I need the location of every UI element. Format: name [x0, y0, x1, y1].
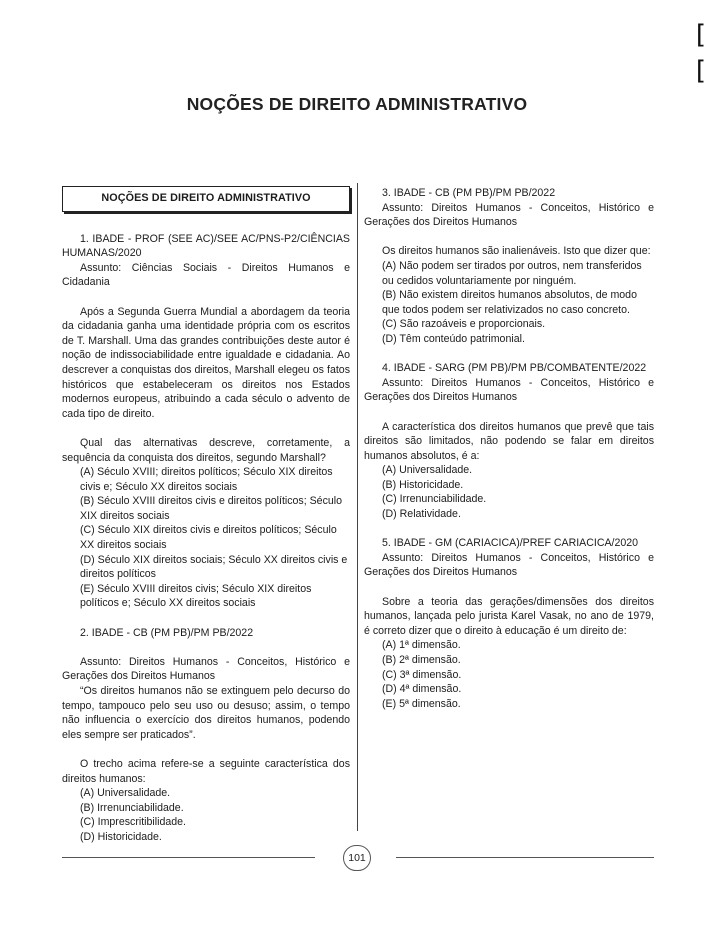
- question-5-option-d: (D) 4ª dimensão.: [382, 683, 462, 696]
- question-3-option-d: (D) Têm conteúdo patrimonial.: [382, 332, 525, 345]
- question-1-option-d: (D) Século XIX direitos sociais; Século XX direitos civis e direitos políticos: [80, 553, 348, 581]
- footer-rule-left: [62, 857, 315, 858]
- question-3-option-b: (B) Não existem direitos humanos absolutos, de modo que todos podem ser relativizados no caso concreto.: [382, 289, 637, 316]
- left-column: [62, 186, 350, 845]
- question-4-option-a: (A) Universalidade.: [382, 464, 473, 477]
- question-3: [364, 186, 654, 347]
- question-4-subject: Assunto: Direitos Humanos - Conceitos, Histórico e Gerações dos Direitos Humanos: [364, 376, 654, 404]
- column-divider: [357, 183, 358, 831]
- question-1-subject: Assunto: Ciências Sociais - Direitos Humanos e Cidadania: [62, 261, 350, 289]
- question-2: [62, 626, 350, 845]
- question-1-text: Após a Segunda Guerra Mundial a abordagem da teoria da cidadania ganha uma identidade própria com os escritos de T. Marshall. Uma das grandes contribuições deste autor é noção de indissociabilidade entre igualdade e cidadania. Ao descrever a conquistas dos direitos, Marshall elegeu os fatos históricos que estabeleceram os direitos nos Estados modernos europeus, atribuindo a cada século o advento de cada tipo de direito.: [62, 305, 350, 420]
- question-4-option-d: (D) Relatividade.: [382, 508, 461, 521]
- page-number: 101: [343, 845, 371, 871]
- question-1-option-e: (E) Século XVIII direitos civis; Século XIX direitos políticos e; Século XX direitos sociais: [80, 582, 312, 610]
- question-2-option-d: (D) Historicidade.: [80, 830, 162, 843]
- footer-rule-right: [396, 857, 654, 858]
- question-3-subject: Assunto: Direitos Humanos - Conceitos, Histórico e Gerações dos Direitos Humanos: [364, 201, 654, 229]
- question-5-header: 5. IBADE - GM (CARIACICA)/PREF CARIACICA/2020: [382, 537, 639, 550]
- question-1-option-b: (B) Século XVIII direitos civis e direitos políticos; Século XIX direitos sociais: [80, 495, 343, 522]
- question-4-header: 4. IBADE - SARG (PM PB)/PM PB/COMBATENTE/2022: [382, 362, 647, 375]
- right-column: [364, 186, 654, 711]
- question-4-option-c: (C) Irrenunciabilidade.: [382, 493, 487, 506]
- section-header-box: NOÇÕES DE DIREITO ADMINISTRATIVO: [62, 186, 350, 212]
- question-4-prompt: A característica dos direitos humanos que prevê que tais direitos são limitados, não podendo se falar em direitos humanos absolutos, é a:: [364, 420, 654, 462]
- question-3-option-a: (A) Não podem ser tirados por outros, nem transferidos ou cedidos voluntariamente por ninguém.: [382, 259, 642, 287]
- question-2-option-c: (C) Imprescritibilidade.: [80, 816, 186, 829]
- question-3-prompt: Os direitos humanos são inalienáveis. Isto que dizer que:: [382, 245, 651, 258]
- question-1-header: 1. IBADE - PROF (SEE AC)/SEE AC/PNS-P2/CIÊNCIAS HUMANAS/2020: [62, 232, 350, 260]
- question-5-subject: Assunto: Direitos Humanos - Conceitos, Histórico e Gerações dos Direitos Humanos: [364, 551, 654, 579]
- question-5-option-b: (B) 2ª dimensão.: [382, 654, 461, 666]
- question-2-header: 2. IBADE - CB (PM PB)/PM PB/2022: [80, 626, 254, 639]
- question-5-option-a: (A) 1ª dimensão.: [382, 639, 461, 652]
- question-5-option-e: (E) 5ª dimensão.: [382, 697, 461, 710]
- question-1-option-a: (A) Século XVIII; direitos políticos; Século XIX direitos civis e; Século XX direitos sociais: [80, 466, 333, 493]
- question-5-option-c: (C) 3ª dimensão.: [382, 668, 462, 681]
- question-4-option-b: (B) Historicidade.: [382, 478, 464, 491]
- bracket-mark-top: [: [695, 20, 706, 50]
- question-2-quote: “Os direitos humanos não se extinguem pelo decurso do tempo, tampouco pelo seu uso ou desuso; assim, o tempo não influencia o exercício dos direitos humanos, podendo eles sempre ser praticados”.: [62, 685, 350, 741]
- page-title: NOÇÕES DE DIREITO ADMINISTRATIVO: [186, 94, 528, 114]
- question-5: [364, 536, 654, 711]
- question-2-subject: Assunto: Direitos Humanos - Conceitos, Histórico e Gerações dos Direitos Humanos: [62, 655, 350, 683]
- question-1: [62, 232, 350, 611]
- question-4: [364, 361, 654, 522]
- question-1-prompt: Qual das alternativas descreve, corretamente, a sequência da conquista dos direitos, segundo Marshall?: [62, 436, 350, 464]
- bracket-mark-bottom: [: [695, 56, 706, 86]
- question-3-header: 3. IBADE - CB (PM PB)/PM PB/2022: [382, 187, 556, 199]
- question-1-option-c: (C) Século XIX direitos civis e direitos políticos; Século XX direitos sociais: [80, 524, 337, 552]
- question-5-prompt: Sobre a teoria das gerações/dimensões dos direitos humanos, lançada pelo jurista Karel Vasak, no ano de 1979, é correto dizer que o direito à educação é um direito de:: [364, 595, 654, 637]
- question-2-option-a: (A) Universalidade.: [80, 787, 171, 800]
- question-3-option-c: (C) São razoáveis e proporcionais.: [382, 318, 546, 331]
- question-2-option-b: (B) Irrenunciabilidade.: [80, 801, 184, 814]
- question-2-prompt: O trecho acima refere-se a seguinte característica dos direitos humanos:: [62, 757, 350, 785]
